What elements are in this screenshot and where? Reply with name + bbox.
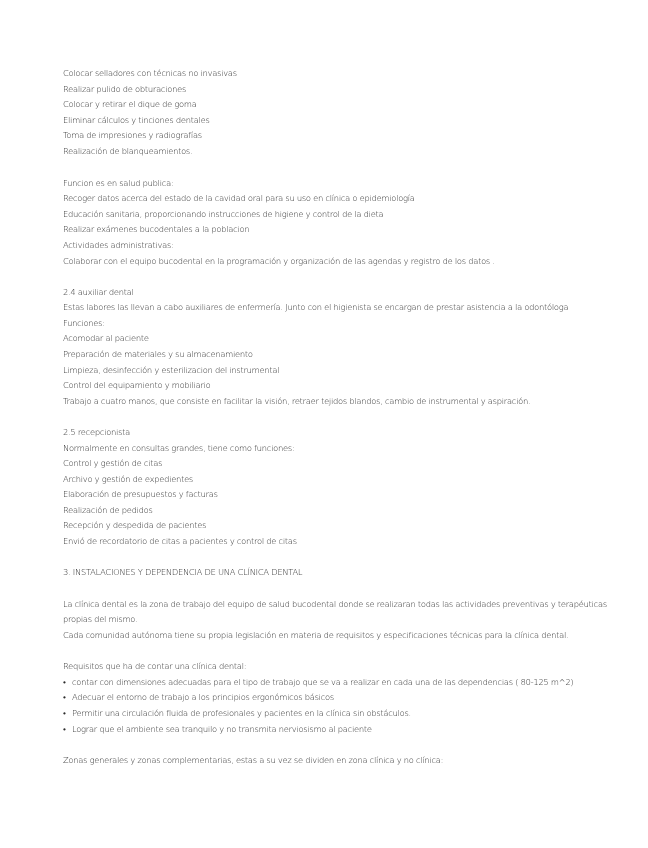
list-item xyxy=(63,677,573,688)
text-line: Control y gestión de citas xyxy=(63,458,163,468)
section-heading: 2.5 recepcionista xyxy=(63,427,131,437)
text-line: Realización de pedidos xyxy=(63,505,153,515)
text-line: Limpieza, desinfección y esterilizacion del instrumental xyxy=(63,365,280,375)
list-item-text: Lograr que el ambiente sea tranquilo y no transmita nerviosismo al paciente xyxy=(72,724,372,734)
text-line: Cada comunidad autónoma tiene su propia legislación en materia de requisitos y especificaciones técnicas para la clínica dental. xyxy=(63,630,569,640)
text-line: Zonas generales y zonas complementarias, estas a su vez se dividen en zona clínica y no clínica: xyxy=(63,755,444,765)
text-line: La clínica dental es la zona de trabajo del equipo de salud bucodental donde se realizaran todas las actividades preventivas y terapéuticas xyxy=(63,599,607,609)
text-line: Actividades administrativas: xyxy=(63,240,174,250)
bullet-icon: • xyxy=(63,724,66,734)
text-line: Colocar selladores con técnicas no invasivas xyxy=(63,68,237,78)
text-line: Archivo y gestión de expedientes xyxy=(63,474,194,484)
text-line: Colaborar con el equipo bucodental en la programación y organización de las agendas y registro de los datos . xyxy=(63,256,495,266)
text-line: Eliminar cálculos y tinciones dentales xyxy=(63,115,210,125)
text-line: Estas labores las llevan a cabo auxiliares de enfermería. Junto con el higienista se encargan de prestar asistencia a la odontóloga xyxy=(63,302,569,312)
text-line: Educación sanitaria, proporcionando instrucciones de higiene y control de la dieta xyxy=(63,209,384,219)
text-line: Recoger datos acerca del estado de la cavidad oral para su uso en clínica o epidemiología xyxy=(63,193,415,203)
text-line: Requisitos que ha de contar una clínica dental: xyxy=(63,661,247,671)
text-line: Colocar y retirar el dique de goma xyxy=(63,99,197,109)
list-item-text: Permitir una circulación fluida de profesionales y pacientes en la clínica sin obstáculos. xyxy=(72,708,411,718)
text-line: Realizar exámenes bucodentales a la poblacion xyxy=(63,224,250,234)
text-line: Envió de recordatorio de citas a pacientes y control de citas xyxy=(63,536,297,546)
text-line: Realización de blanqueamientos. xyxy=(63,146,193,156)
text-line: Control del equipamiento y mobiliario xyxy=(63,380,211,390)
text-line: propias del mismo. xyxy=(63,614,138,624)
bullet-icon: • xyxy=(63,708,66,718)
list-item xyxy=(63,692,334,703)
text-line: Toma de impresiones y radiografías xyxy=(63,130,202,140)
text-line: Recepción y despedida de pacientes xyxy=(63,520,207,530)
text-line: Elaboración de presupuestos y facturas xyxy=(63,489,218,499)
bullet-icon: • xyxy=(63,677,66,687)
bullet-icon: • xyxy=(63,692,66,702)
text-line: Acomodar al paciente xyxy=(63,333,149,343)
section-heading: 3. INSTALACIONES Y DEPENDENCIA DE UNA CLÍNICA DENTAL xyxy=(63,567,303,577)
text-line: Normalmente en consultas grandes, tiene como funciones: xyxy=(63,443,295,453)
text-line: Funciones: xyxy=(63,318,105,328)
section-heading: Funcion es en salud publica: xyxy=(63,178,174,188)
text-line: Realizar pulido de obturaciones xyxy=(63,84,187,94)
list-item xyxy=(63,724,372,735)
list-item xyxy=(63,708,411,719)
list-item-text: contar con dimensiones adecuadas para el tipo de trabajo que se va a realizar en cada una de las dependencias ( 80-125 m^2) xyxy=(72,677,574,687)
text-line: Trabajo a cuatro manos, que consiste en facilitar la visión, retraer tejidos blandos, cambio de instrumental y aspiración. xyxy=(63,396,531,406)
section-heading: 2.4 auxiliar dental xyxy=(63,287,134,297)
text-line: Preparación de materiales y su almacenamiento xyxy=(63,349,253,359)
list-item-text: Adecuar el entorno de trabajo a los principios ergonómicos básicos xyxy=(72,692,334,702)
